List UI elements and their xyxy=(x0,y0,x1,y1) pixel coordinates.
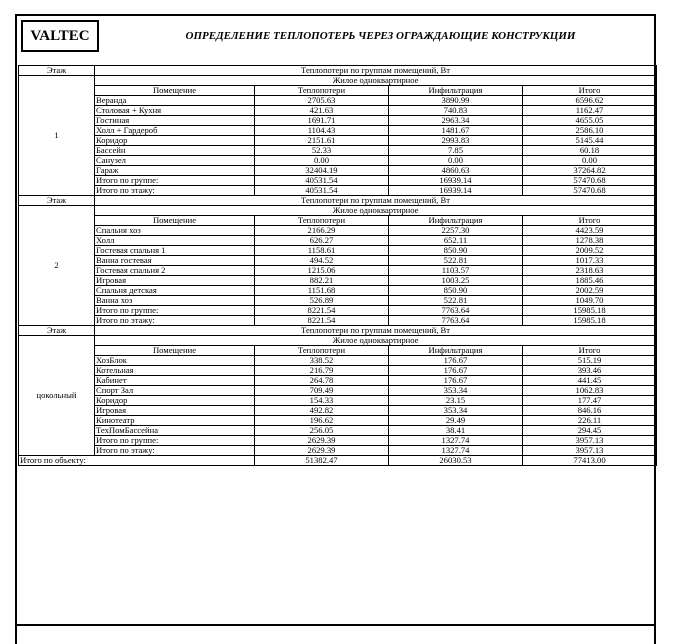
table-row xyxy=(19,126,657,136)
total-value: 294.45 xyxy=(523,426,657,436)
room-name: Спорт Зал xyxy=(95,386,255,396)
heat-loss-table xyxy=(18,65,657,466)
infiltration-value: 850.90 xyxy=(389,286,523,296)
total-value: 177.47 xyxy=(523,396,657,406)
total-value: 37264.82 xyxy=(523,166,657,176)
total-value: 1278.38 xyxy=(523,236,657,246)
total-value: 15985.18 xyxy=(523,306,657,316)
infiltration-value: 16939.14 xyxy=(389,186,523,196)
column-header-row xyxy=(19,86,657,96)
heat-loss-value: 40531.54 xyxy=(255,176,389,186)
heat-loss-value: 526.89 xyxy=(255,296,389,306)
footer-divider xyxy=(17,624,654,626)
infiltration-value: 1327.74 xyxy=(389,436,523,446)
room-name: Котельная xyxy=(95,366,255,376)
table-row xyxy=(19,246,657,256)
section-header-row xyxy=(19,326,657,336)
heat-loss-value: 2629.39 xyxy=(255,436,389,446)
total-value: 4655.05 xyxy=(523,116,657,126)
infiltration-value: 2257.30 xyxy=(389,226,523,236)
infiltration-value: 353.34 xyxy=(389,386,523,396)
heat-loss-value: 2629.39 xyxy=(255,446,389,456)
object-total-sum: 77413.00 xyxy=(523,456,657,466)
heat-loss-value: 1158.61 xyxy=(255,246,389,256)
table-row xyxy=(19,406,657,416)
table-row xyxy=(19,366,657,376)
heat-loss-value: 626.27 xyxy=(255,236,389,246)
total-value: 1049.70 xyxy=(523,296,657,306)
object-total-loss: 51382.47 xyxy=(255,456,389,466)
infiltration-value: 176.67 xyxy=(389,356,523,366)
col-header-total: Итого xyxy=(523,346,657,356)
table-row xyxy=(19,276,657,286)
room-name: Итого по группе: xyxy=(95,176,255,186)
room-name: Ванна хоз xyxy=(95,296,255,306)
infiltration-value: 7763.64 xyxy=(389,316,523,326)
table-row xyxy=(19,306,657,316)
col-header-infiltration: Инфильтрация xyxy=(389,216,523,226)
infiltration-value: 38.41 xyxy=(389,426,523,436)
table-row xyxy=(19,376,657,386)
table-row xyxy=(19,436,657,446)
table-row xyxy=(19,136,657,146)
col-header-infiltration: Инфильтрация xyxy=(389,86,523,96)
room-name: Спальня хоз xyxy=(95,226,255,236)
subgroup-row xyxy=(19,336,657,346)
room-name: Итого по группе: xyxy=(95,306,255,316)
heat-loss-value: 52.33 xyxy=(255,146,389,156)
heat-loss-value: 32404.19 xyxy=(255,166,389,176)
total-value: 5145.44 xyxy=(523,136,657,146)
table-row xyxy=(19,186,657,196)
infiltration-value: 522.81 xyxy=(389,256,523,266)
heat-loss-value: 882.21 xyxy=(255,276,389,286)
total-value: 1885.46 xyxy=(523,276,657,286)
heat-loss-value: 154.33 xyxy=(255,396,389,406)
room-name: Холл xyxy=(95,236,255,246)
total-value: 0.00 xyxy=(523,156,657,166)
infiltration-value: 1481.67 xyxy=(389,126,523,136)
table-row xyxy=(19,156,657,166)
floor-column-header: Этаж xyxy=(19,326,95,336)
heat-loss-value: 1215.06 xyxy=(255,266,389,276)
table-row xyxy=(19,386,657,396)
total-value: 1162.47 xyxy=(523,106,657,116)
heat-loss-value: 1691.71 xyxy=(255,116,389,126)
total-value: 1062.83 xyxy=(523,386,657,396)
room-name: Столовая + Кухня xyxy=(95,106,255,116)
heat-loss-value: 338.52 xyxy=(255,356,389,366)
heat-loss-value: 1104.43 xyxy=(255,126,389,136)
table-row xyxy=(19,266,657,276)
table-row xyxy=(19,96,657,106)
total-value: 846.16 xyxy=(523,406,657,416)
infiltration-value: 16939.14 xyxy=(389,176,523,186)
floor-number: цокольный xyxy=(19,336,95,456)
infiltration-value: 4860.63 xyxy=(389,166,523,176)
heat-loss-value: 709.49 xyxy=(255,386,389,396)
heat-loss-value: 2166.29 xyxy=(255,226,389,236)
room-name: Игровая xyxy=(95,276,255,286)
heat-loss-value: 196.62 xyxy=(255,416,389,426)
infiltration-value: 850.90 xyxy=(389,246,523,256)
total-value: 57470.68 xyxy=(523,186,657,196)
table-row xyxy=(19,176,657,186)
room-name: ТехПомБассейна xyxy=(95,426,255,436)
heat-loss-value: 264.78 xyxy=(255,376,389,386)
heat-loss-value: 216.79 xyxy=(255,366,389,376)
subgroup-row xyxy=(19,206,657,216)
infiltration-value: 740.83 xyxy=(389,106,523,116)
col-header-loss: Теплопотери xyxy=(255,216,389,226)
infiltration-value: 353.34 xyxy=(389,406,523,416)
infiltration-value: 7763.64 xyxy=(389,306,523,316)
col-header-room: Помещение xyxy=(95,346,255,356)
total-value: 3957.13 xyxy=(523,436,657,446)
group-header: Теплопотери по группам помещений, Вт xyxy=(95,326,657,336)
room-name: Кинотеатр xyxy=(95,416,255,426)
total-value: 1017.33 xyxy=(523,256,657,266)
room-name: Итого по группе: xyxy=(95,436,255,446)
room-name: Коридор xyxy=(95,136,255,146)
total-value: 2586.10 xyxy=(523,126,657,136)
infiltration-value: 2963.34 xyxy=(389,116,523,126)
heat-loss-value: 494.52 xyxy=(255,256,389,266)
subgroup-row xyxy=(19,76,657,86)
col-header-loss: Теплопотери xyxy=(255,346,389,356)
floor-column-header: Этаж xyxy=(19,196,95,206)
group-header: Теплопотери по группам помещений, Вт xyxy=(95,66,657,76)
room-name: Спальня детская xyxy=(95,286,255,296)
col-header-room: Помещение xyxy=(95,86,255,96)
subgroup-title: Жилое одноквартирное xyxy=(95,76,657,86)
room-name: Кабинет xyxy=(95,376,255,386)
col-header-room: Помещение xyxy=(95,216,255,226)
room-name: Бассейн xyxy=(95,146,255,156)
table-row xyxy=(19,396,657,406)
valtec-logo: VALTEC xyxy=(21,20,99,52)
document-header xyxy=(17,16,654,58)
heat-loss-value: 421.63 xyxy=(255,106,389,116)
table-row xyxy=(19,316,657,326)
total-value: 57470.68 xyxy=(523,176,657,186)
table-row xyxy=(19,166,657,176)
total-value: 60.18 xyxy=(523,146,657,156)
table-row xyxy=(19,416,657,426)
room-name: Итого по этажу: xyxy=(95,316,255,326)
document-page xyxy=(15,14,656,644)
heat-loss-value: 492.82 xyxy=(255,406,389,416)
heat-loss-value: 8221.54 xyxy=(255,316,389,326)
floor-column-header: Этаж xyxy=(19,66,95,76)
object-total-row xyxy=(19,456,657,466)
room-name: Гостевая спальня 1 xyxy=(95,246,255,256)
table-row xyxy=(19,356,657,366)
table-row xyxy=(19,226,657,236)
table-row xyxy=(19,146,657,156)
table-row xyxy=(19,426,657,436)
infiltration-value: 3890.99 xyxy=(389,96,523,106)
total-value: 2009.52 xyxy=(523,246,657,256)
heat-loss-value: 1151.68 xyxy=(255,286,389,296)
object-total-infiltration: 26030.53 xyxy=(389,456,523,466)
total-value: 226.11 xyxy=(523,416,657,426)
room-name: Игровая xyxy=(95,406,255,416)
room-name: Коридор xyxy=(95,396,255,406)
floor-number: 2 xyxy=(19,206,95,326)
total-value: 393.46 xyxy=(523,366,657,376)
room-name: Санузел xyxy=(95,156,255,166)
room-name: Итого по этажу: xyxy=(95,186,255,196)
heat-loss-value: 2705.63 xyxy=(255,96,389,106)
total-value: 4423.59 xyxy=(523,226,657,236)
col-header-infiltration: Инфильтрация xyxy=(389,346,523,356)
infiltration-value: 652.11 xyxy=(389,236,523,246)
heat-loss-value: 0.00 xyxy=(255,156,389,166)
total-value: 441.45 xyxy=(523,376,657,386)
room-name: Холл + Гардероб xyxy=(95,126,255,136)
infiltration-value: 1003.25 xyxy=(389,276,523,286)
column-header-row xyxy=(19,216,657,226)
col-header-loss: Теплопотери xyxy=(255,86,389,96)
total-value: 15985.18 xyxy=(523,316,657,326)
room-name: Гараж xyxy=(95,166,255,176)
infiltration-value: 0.00 xyxy=(389,156,523,166)
total-value: 6596.62 xyxy=(523,96,657,106)
room-name: Веранда xyxy=(95,96,255,106)
infiltration-value: 1327.74 xyxy=(389,446,523,456)
table-row xyxy=(19,446,657,456)
column-header-row xyxy=(19,346,657,356)
group-header: Теплопотери по группам помещений, Вт xyxy=(95,196,657,206)
infiltration-value: 23.15 xyxy=(389,396,523,406)
col-header-total: Итого xyxy=(523,86,657,96)
document-title: ОПРЕДЕЛЕНИЕ ТЕПЛОПОТЕРЬ ЧЕРЕЗ ОГРАЖДАЮЩИЕ КОНСТРУКЦИИ xyxy=(185,30,576,42)
infiltration-value: 176.67 xyxy=(389,366,523,376)
total-value: 3957.13 xyxy=(523,446,657,456)
table-row xyxy=(19,256,657,266)
table-row xyxy=(19,106,657,116)
object-total-label: Итого по объекту: xyxy=(19,456,255,466)
infiltration-value: 522.81 xyxy=(389,296,523,306)
heat-loss-value: 8221.54 xyxy=(255,306,389,316)
table-row xyxy=(19,296,657,306)
room-name: Гостевая спальня 2 xyxy=(95,266,255,276)
floor-number: 1 xyxy=(19,76,95,196)
total-value: 2002.59 xyxy=(523,286,657,296)
section-header-row xyxy=(19,66,657,76)
infiltration-value: 29.49 xyxy=(389,416,523,426)
table-row xyxy=(19,236,657,246)
total-value: 515.19 xyxy=(523,356,657,366)
subgroup-title: Жилое одноквартирное xyxy=(95,336,657,346)
room-name: Итого по этажу: xyxy=(95,446,255,456)
subgroup-title: Жилое одноквартирное xyxy=(95,206,657,216)
room-name: ХозБлок xyxy=(95,356,255,366)
room-name: Гостиная xyxy=(95,116,255,126)
section-header-row xyxy=(19,196,657,206)
infiltration-value: 176.67 xyxy=(389,376,523,386)
infiltration-value: 2993.83 xyxy=(389,136,523,146)
heat-loss-value: 40531.54 xyxy=(255,186,389,196)
infiltration-value: 7.85 xyxy=(389,146,523,156)
infiltration-value: 1103.57 xyxy=(389,266,523,276)
col-header-total: Итого xyxy=(523,216,657,226)
table-row xyxy=(19,116,657,126)
total-value: 2318.63 xyxy=(523,266,657,276)
heat-loss-value: 256.05 xyxy=(255,426,389,436)
table-row xyxy=(19,286,657,296)
room-name: Ванна гостевая xyxy=(95,256,255,266)
heat-loss-value: 2151.61 xyxy=(255,136,389,146)
